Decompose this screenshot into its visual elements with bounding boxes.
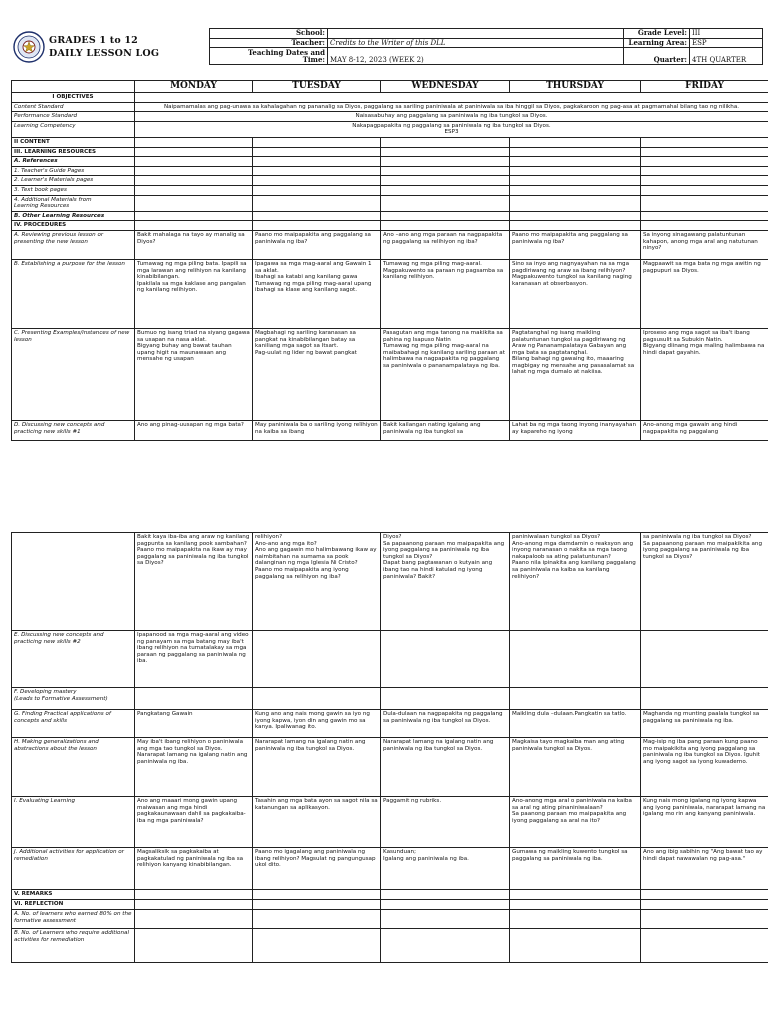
procedure-h-row [12, 738, 768, 797]
procedure-j-monday: Magsaliksik sa pagkakaiba at pagkakatulad ng paniniwala ng iba sa relihiyon kanyang kinabibilangan. [135, 848, 253, 890]
other-resources-row [12, 211, 768, 221]
procedure-d-row [12, 420, 768, 440]
procedure-e-label: E. Discussing new concepts and practicing new skills #2 [12, 631, 135, 688]
procedure-c-wednesday: Pasagutan ang mga tanong na makikita sa pahina ng Isapuso Natin Tumawag ng mga piling mag-aaral na maibabahagi ng kanilang sariling paraan at halimbawa na nagpapakita ng paggalang sa paniniwala o pananampalataya ng iba. [381, 328, 510, 420]
school-value [328, 29, 624, 39]
content-heading-row [12, 137, 768, 147]
procedure-i-monday: Ano ang maaari mong gawin upang maiwasan ang mga hindi pagkakaunawaan dahil sa pagkakaiba-iba ng mga paniniwala? [135, 797, 253, 848]
procedure-c-monday: Bumuo ng isang triad na siyang gagawa sa usapan na nasa aklat. Bigyang buhay ang bawat tauhan upang higit na maunawaan ang mensahe ng usapan [135, 328, 253, 420]
procedure-d-wednesday: Bakit kailangan nating igalang ang paniniwala ng iba tungkol sa [381, 420, 510, 440]
procedure-e-monday: Ipapanood sa mga mag-aaral ang video ng panayam sa mga batang may iba't ibang relihiyon na tumatalakay sa mga paraan ng paggalang sa paniniwala ng iba. [135, 631, 253, 688]
additional-materials-line-1: 4. Additional Materials from [14, 196, 92, 203]
procedure-e-tuesday [253, 631, 381, 688]
procedure-a-tuesday: Paano mo maipapakita ang paggalang sa paniniwala ng iba? [253, 230, 381, 259]
procedure-a-monday: Bakit mahalaga na tayo ay manalig sa Diyos? [135, 230, 253, 259]
procedures-heading-row [12, 221, 768, 231]
area-label: Learning Area: [624, 38, 690, 48]
resources-heading: III. LEARNING RESOURCES [12, 147, 135, 157]
competency-text [135, 121, 768, 137]
procedure-b-wednesday: Tumawag ng mga piling mag-aaral. Magpakuwento sa paraan ng pagsamba sa kanilang relihiyon. [381, 259, 510, 328]
procedure-i-tuesday: Tasahin ang mga bata ayon sa sagot nila sa katanungan sa aplikasyon. [253, 797, 381, 848]
other-resources-label: B. Other Learning Resources [12, 211, 135, 221]
reflection-b-label: B. No. of Learners who require additional activities for remediation [12, 929, 135, 963]
day-tuesday: TUESDAY [253, 81, 381, 93]
procedure-g-row [12, 710, 768, 738]
header [11, 28, 762, 74]
remarks-heading: V. REMARKS [12, 890, 135, 900]
procedure-d-monday: Ano ang pinag-uusapan ng mga bata? [135, 420, 253, 440]
procedure-f-monday [135, 688, 253, 710]
competency-code: ESP3 [444, 129, 459, 136]
procedure-c-row [12, 328, 768, 420]
procedure-g-tuesday: Kung ano ang nais mong gawin sa iyo ng iyong kapwa, iyon din ang gawin mo sa kanya. Ipaliwanag ito. [253, 710, 381, 738]
procedure-h-wednesday: Nararapat lamang na igalang natin ang paniniwala ng iba tungkol sa Diyos. [381, 738, 510, 797]
procedure-h-thursday: Magkaisa tayo magkaiba man ang ating paniniwala tungkol sa Diyos. [510, 738, 641, 797]
objectives-heading: I OBJECTIVES [12, 93, 135, 103]
procedure-c-thursday: Pagtatanghal ng isang maikling palatuntunan tungkol sa pagdiriwang ng Araw ng Pananampalataya Gabayan ang mga bata sa pagtatanghal. Bilang bahagi ng gawaing ito, maaaring magbigay ng mensahe ang pasasalamat sa lahat ng mga dumalo at nakiisa. [510, 328, 641, 420]
procedure-j-label: J. Additional activities for application or remediation [12, 848, 135, 890]
teacher-value: Credits to the Writer of this DLL [328, 38, 624, 48]
procedure-e-wednesday [381, 631, 510, 688]
reflection-row [12, 900, 768, 910]
procedure-c-tuesday: Magbahagi ng sariling karanasan sa pangkat na kinabibilangan batay sa kaniliang mga sagot sa Itsart. Pag-uulat ng lider ng bawat pangkat [253, 328, 381, 420]
procedure-d-friday: Ano-anong mga gawain ang hindi nagpapakita ng paggalang [641, 420, 768, 440]
learner-materials-row [12, 176, 768, 186]
grade-label: Grade Level: [624, 29, 690, 39]
title-line-1: GRADES 1 to 12 [49, 35, 138, 46]
procedure-b-thursday: Sino sa inyo ang nagnyayahan na sa mga pagdiriwang ng araw sa ibang relihiyon? Magpakuwento tungkol sa kanilang naging karanasan at obserbasyon. [510, 259, 641, 328]
performance-standard-text: Naisasabuhay ang paggalang sa paniniwala ng iba tungkol sa Diyos. [135, 112, 768, 122]
procedures-heading: IV. PROCEDURES [12, 221, 135, 231]
procedure-c-label: C. Presenting Examples/instances of new lesson [12, 328, 135, 420]
corner-cell [12, 81, 135, 93]
procedure-i-friday: Kung nais mong igalang ng iyong kapwa ang iyong paniniwala, nararapat lamang na igalang mo rin ang kanyang paniniwala. [641, 797, 768, 848]
info-table [209, 28, 763, 65]
lesson-log-table-part-2 [11, 532, 768, 963]
procedure-d-cont-monday: Bakit kaya iba-iba ang araw ng kanilang pagpunta sa kanilang pook sambahan? Paano mo maipapakita na ikaw ay may paggalang sa paniniwala ng iba tungkol sa Diyos? [135, 533, 253, 631]
procedure-f-friday [641, 688, 768, 710]
quarter-value: 4TH QUARTER [690, 48, 763, 65]
procedure-j-wednesday: Kasunduan; Igalang ang paniniwala ng iba. [381, 848, 510, 890]
dates-value: MAY 8-12, 2023 (WEEK 2) [328, 48, 624, 65]
procedure-e-row [12, 631, 768, 688]
competency-label: Learning Competency [12, 121, 135, 137]
reflection-a-label: A. No. of learners who earned 80% on the formative assessment [12, 910, 135, 929]
procedure-f-row [12, 688, 768, 710]
objectives-heading-row [12, 93, 768, 103]
procedure-b-friday: Magpaawit sa mga bata ng mga awitin ng pagpupuri sa Diyos. [641, 259, 768, 328]
competency-line-1: Nakapagpapakita ng paggalang sa paniniwala ng iba tungkol sa Diyos. [352, 122, 551, 129]
reflection-a-row [12, 910, 768, 929]
procedure-d-label: D. Discussing new concepts and practicing new skills #1 [12, 420, 135, 440]
procedure-j-thursday: Gumawa ng maikling kuwento tungkol sa paggalang sa paniniwala ng iba. [510, 848, 641, 890]
resources-heading-row [12, 147, 768, 157]
references-label: A. References [12, 157, 135, 167]
procedure-g-thursday: Maikling dula –dulaan.Pangkatin sa tatlo. [510, 710, 641, 738]
procedure-e-thursday [510, 631, 641, 688]
procedure-b-row [12, 259, 768, 328]
procedure-f-tuesday [253, 688, 381, 710]
reflection-b-row [12, 929, 768, 963]
procedure-a-wednesday: Ano –ano ang mga paraan na nagpapakita ng paggalang sa relihiyon ng iba? [381, 230, 510, 259]
procedure-b-label: B. Establishing a purpose for the lesson [12, 259, 135, 328]
procedure-d-cont-tuesday: relihiyon? Ano-ano ang mga ito? Ano ang gagawin mo halimbawang ikaw ay naimbitahan na sumama sa pook dalanginan ng mga Iglesia Ni Cristo? Paano mo maipapakita ang iyong paggalang sa relihiyon ng iba? [253, 533, 381, 631]
procedure-a-row [12, 230, 768, 259]
procedure-b-monday: Tumawag ng mga piling bata. Ipapili sa mga larawan ang relihiyon na kanilang kinabibilangan. Ipakilala sa mga kaklase ang pangalan ng kanilang relihiyon. [135, 259, 253, 328]
procedure-a-thursday: Paano mo maipapakita ang paggalang sa paniniwala ng iba? [510, 230, 641, 259]
procedure-e-friday [641, 631, 768, 688]
additional-materials-row [12, 195, 768, 211]
procedure-d-thursday: Lahat ba ng mga taong inyong inanyayahan ay kapareho ng iyong [510, 420, 641, 440]
day-header-row [12, 81, 768, 93]
procedure-f-thursday [510, 688, 641, 710]
day-monday: MONDAY [135, 81, 253, 93]
procedure-f-wednesday [381, 688, 510, 710]
procedure-d-cont-thursday: paniniwalaan tungkol sa Diyos? Ano-anong mga damdamin o reaksyon ang inyong naranasan o nakita sa mga taong nakapaloob sa ating palatuntunan? Paano nila ipinakita ang kanilang paggalang sa paniniwala na kaiba sa kanilang relihiyon? [510, 533, 641, 631]
procedure-d-tuesday: May paniniwala ba o sariling iyong relihiyon na kaiba sa ibang [253, 420, 381, 440]
procedure-c-friday: Iproseso ang mga sagot sa iba't ibang pagsusulit sa Subukin Natin. Bigyang diinang mga maling halimbawa na hindi dapat gayahin. [641, 328, 768, 420]
performance-standard-row [12, 112, 768, 122]
quarter-label: Quarter: [624, 48, 690, 65]
dates-label-line-2: Time: [302, 55, 325, 64]
day-wednesday: WEDNESDAY [381, 81, 510, 93]
day-friday: FRIDAY [641, 81, 768, 93]
procedure-i-wednesday: Paggamit ng rubriks. [381, 797, 510, 848]
procedure-j-friday: Ano ang ibig sabihin ng "Ang bawat tao ay hindi dapat nawawalan ng pag-asa." [641, 848, 768, 890]
procedure-g-monday: Pangkatang Gawain [135, 710, 253, 738]
learner-materials-label: 2. Learner's Materials pages [12, 176, 135, 186]
day-thursday: THURSDAY [510, 81, 641, 93]
dates-label-line-1: Teaching Dates and [247, 47, 325, 57]
teacher-guide-row [12, 166, 768, 176]
procedure-h-friday: Mag-isip ng iba pang paraan kung paano mo maipakikita ang iyong paggalang sa paniniwala ng iba tungkol sa Diyos. Iguhit ang iyong sagot sa iyong kuwaderno. [641, 738, 768, 797]
teacher-guide-label: 1. Teacher's Guide Pages [12, 166, 135, 176]
reflection-heading: VI. REFLECTION [12, 900, 135, 910]
grade-value: III [690, 29, 763, 39]
document-title [49, 34, 159, 60]
area-value: ESP [690, 38, 763, 48]
competency-row [12, 121, 768, 137]
procedure-i-thursday: Ano-anong mga aral o paniniwala na kaiba sa aral ng ating pinaniniwalaan? Sa paanong paraan mo maipapakita ang iyong paggalang sa aral na ito? [510, 797, 641, 848]
deped-seal-icon [13, 31, 45, 63]
procedure-i-label: I. Evaluating Learning [12, 797, 135, 848]
procedure-g-friday: Maghanda ng munting paalala tungkol sa paggalang sa paniniwala ng iba. [641, 710, 768, 738]
procedure-a-label: A. Reviewing previous lesson or presenting the new lesson [12, 230, 135, 259]
procedure-a-friday: Sa inyong sinagawang palatuntunan kahapon, anong mga aral ang natutunan ninyo? [641, 230, 768, 259]
content-standard-label: Content Standard [12, 102, 135, 112]
textbook-label: 3. Text book pages [12, 185, 135, 195]
content-standard-text: Naipamamalas ang pag-unawa sa kahalagahan ng pananalig sa Diyos, paggalang sa sariling paniniwala at paniniwala sa iba hinggil sa Diyos, pagkakaroon ng pag-asa at pagmamahal bilang tao ng nilikha. [135, 102, 768, 112]
procedure-h-label: H. Making generalizations and abstractions about the lesson [12, 738, 135, 797]
lesson-log-table-part-1 [11, 80, 768, 441]
dates-label [210, 48, 328, 65]
procedure-j-tuesday: Paano mo igagalang ang paniniwala ng ibang relihiyon? Magsulat ng pangungusap ukol dito. [253, 848, 381, 890]
references-row [12, 157, 768, 167]
procedure-j-row [12, 848, 768, 890]
content-heading: II CONTENT [12, 137, 135, 147]
procedure-i-row [12, 797, 768, 848]
teacher-label: Teacher: [210, 38, 328, 48]
additional-materials-label [12, 195, 135, 211]
procedure-g-wednesday: Dula-dulaan na nagpapakita ng paggalang sa paniniwala ng iba tungkol sa Diyos. [381, 710, 510, 738]
procedure-g-label: G. Finding Practical applications of concepts and skills [12, 710, 135, 738]
additional-materials-line-2: Learning Resources [14, 203, 70, 210]
remarks-row [12, 890, 768, 900]
procedure-d-continued-row [12, 533, 768, 631]
procedure-f-label: F. Developing mastery (Leads to Formative Assessment) [12, 688, 135, 710]
procedure-b-tuesday: Ipagawa sa mga mag-aaral ang Gawain 1 sa aklat. Ibahagi sa katabi ang kanilang gawa Tumawag ng mga piling mag-aaral upang ibahagi sa klase ang kanilang sagot. [253, 259, 381, 328]
procedure-h-monday: May iba't ibang relihiyon o paniniwala ang mga tao tungkol sa Diyos. Nararapat lamang na igalang natin ang paniniwala ng iba. [135, 738, 253, 797]
procedure-d-cont-friday: sa paniniwala ng iba tungkol sa Diyos? Sa papaanong paraan mo maipakikita ang iyong paggalang sa paniniwala ng iba tungkol sa Diyos? [641, 533, 768, 631]
procedure-h-tuesday: Nararapat lamang na igalang natin ang paniniwala ng iba tungkol sa Diyos. [253, 738, 381, 797]
procedure-d-cont-wednesday: Diyos? Sa papaanong paraan mo maipapakita ang iyong paggalang sa paniniwala ng iba tungkol sa Diyos? Dapat bang pagtawanan o kutyain ang ibang tao na hindi katulad ng iyong paniniwala? Bakit? [381, 533, 510, 631]
title-line-2: DAILY LESSON LOG [49, 48, 160, 59]
school-label: School: [210, 29, 328, 39]
performance-standard-label: Performance Standard [12, 112, 135, 122]
content-standard-row [12, 102, 768, 112]
textbook-row [12, 185, 768, 195]
